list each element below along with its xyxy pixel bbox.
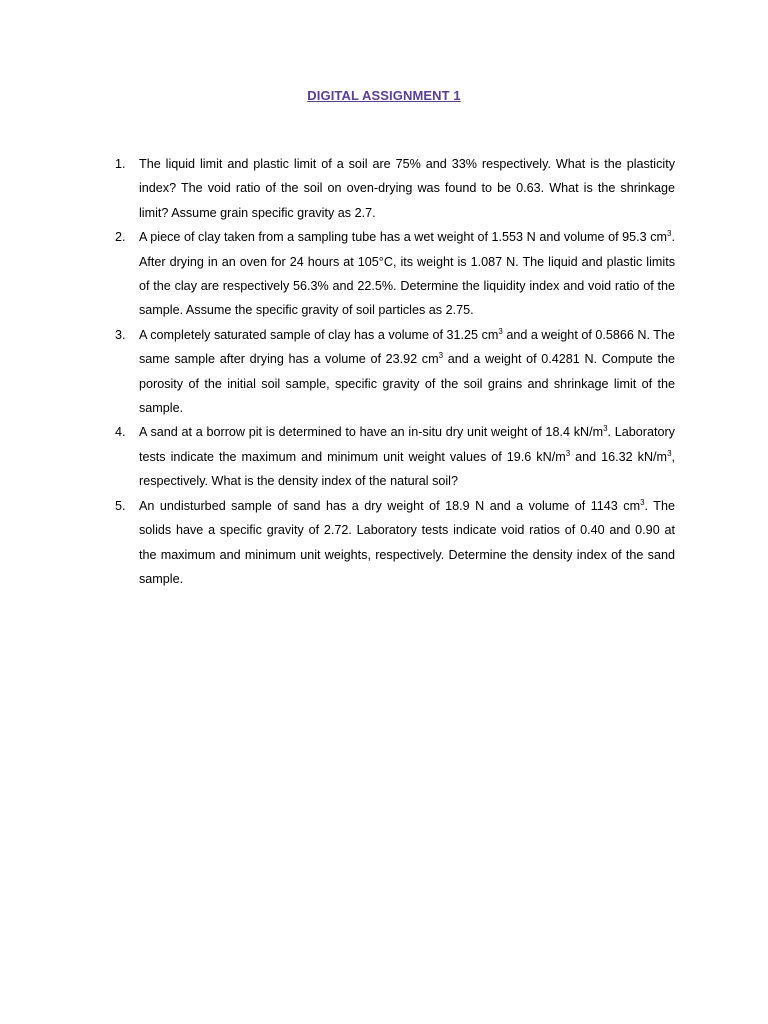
superscript: 3 bbox=[640, 497, 645, 507]
superscript: 3 bbox=[667, 229, 672, 239]
question-text bbox=[139, 230, 675, 317]
superscript: 3 bbox=[438, 351, 444, 361]
question-text-run: A piece of clay taken from a sampling tube has a wet weight of 1.553 N and volume of 95.3 cm bbox=[139, 230, 668, 245]
question-text bbox=[139, 328, 675, 415]
question-text-run: and 16.32 kN/m bbox=[570, 449, 668, 464]
superscript: 3 bbox=[565, 448, 571, 458]
question-text-run: . The solids have a specific gravity of 2.72. Laboratory tests indicate void ratios of 0.40 and 0.90 at the maximum and minimum unit weights, respectively. Determine the density index of the sand sample. bbox=[139, 498, 675, 586]
question-item bbox=[110, 494, 675, 592]
question-text-run: A sand at a borrow pit is determined to have an in-situ dry unit weight of 18.4 kN/m bbox=[139, 425, 604, 440]
question-text-run: . After drying in an oven for 24 hours at 105°C, its weight is 1.087 N. The liquid and plastic limits of the clay are respectively 56.3% and 22.5%. Determine the liquidity index and void ratio of the sample. Assume the specific gravity of soil particles as 2.75. bbox=[139, 230, 675, 318]
question-item bbox=[110, 323, 675, 421]
page-title: DIGITAL ASSIGNMENT 1 bbox=[307, 88, 461, 103]
question-item bbox=[110, 420, 675, 493]
question-text-run: , respectively. What is the density index of the natural soil? bbox=[139, 449, 676, 489]
question-text-run: and a weight of 0.4281 N. Compute the porosity of the initial soil sample, specific gravity of the soil grains and shrinkage limit of the sample. bbox=[139, 352, 675, 416]
question-number: 5. bbox=[115, 498, 126, 513]
superscript: 3 bbox=[667, 448, 672, 458]
question-text-run: The liquid limit and plastic limit of a soil are 75% and 33% respectively. What is the plasticity index? The void ratio of the soil on oven-drying was found to be 0.63. What is the shrinkage limit? Assume grain specific gravity as 2.7. bbox=[139, 157, 675, 220]
question-item bbox=[110, 152, 675, 225]
question-text-run: A completely saturated sample of clay has a volume of 31.25 cm bbox=[139, 327, 499, 342]
question-text-run: . Laboratory tests indicate the maximum and minimum unit weight values of 19.6 kN/m bbox=[139, 425, 675, 464]
question-number: 4. bbox=[115, 425, 126, 440]
question-text bbox=[139, 499, 675, 586]
question-text-run: and a weight of 0.5866 N. The same sample after drying has a volume of 23.92 cm bbox=[139, 327, 675, 367]
question-number: 3. bbox=[115, 327, 126, 342]
superscript: 3 bbox=[603, 424, 608, 434]
question-text bbox=[139, 157, 675, 220]
question-number: 2. bbox=[115, 230, 126, 245]
question-item bbox=[110, 225, 675, 323]
question-text-run: An undisturbed sample of sand has a dry weight of 18.9 N and a volume of 1143 cm bbox=[139, 498, 641, 513]
superscript: 3 bbox=[498, 326, 503, 336]
question-number: 1. bbox=[115, 157, 126, 171]
question-list bbox=[110, 152, 675, 591]
question-text bbox=[139, 425, 675, 488]
